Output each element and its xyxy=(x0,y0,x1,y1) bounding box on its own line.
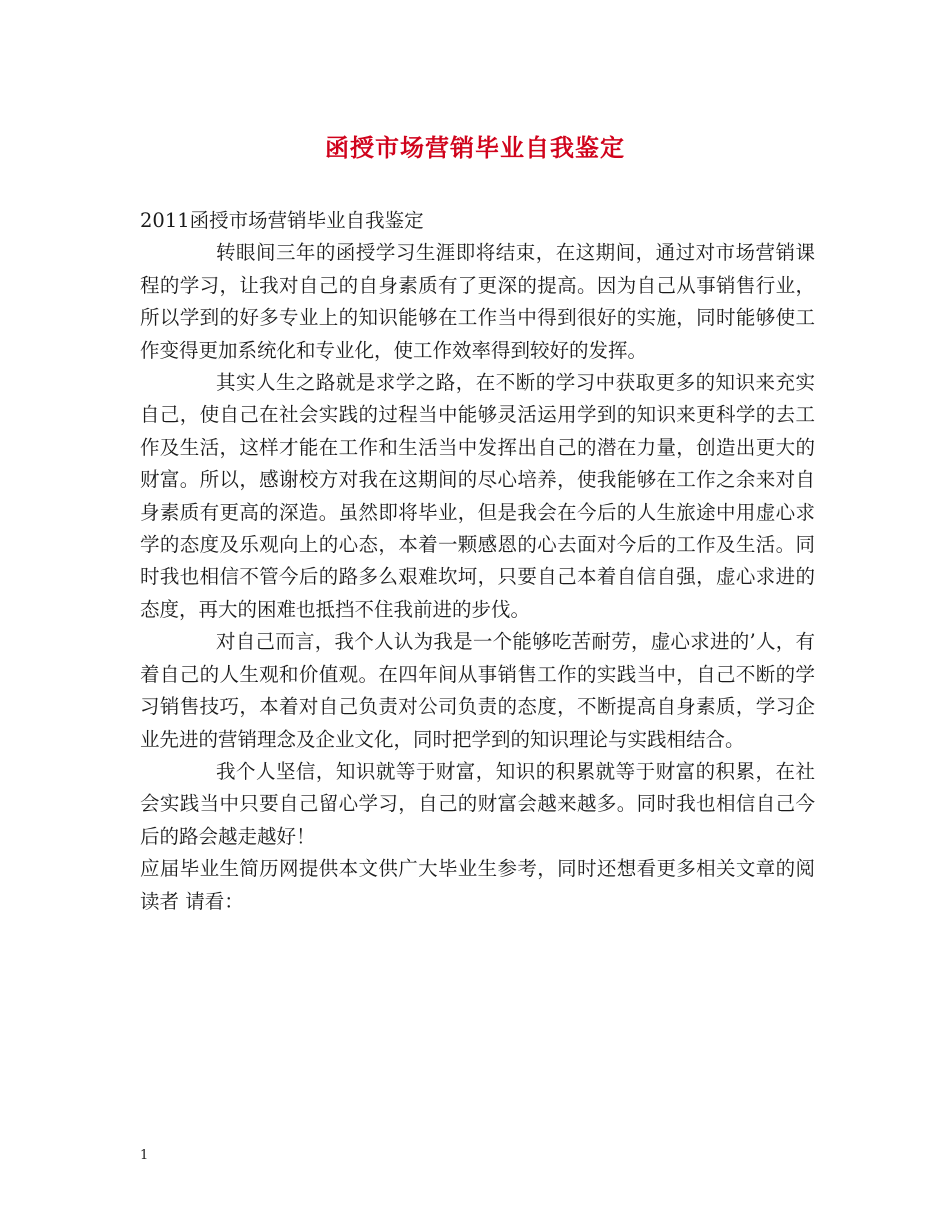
closing-note: 应届毕业生简历网提供本文供广大毕业生参考，同时还想看更多相关文章的阅读者 请看： xyxy=(140,857,815,913)
document-title: 函授市场营销毕业自我鉴定 xyxy=(325,133,625,162)
subtitle-line: 2011函授市场营销毕业自我鉴定 xyxy=(140,209,424,232)
document-body xyxy=(140,205,815,918)
paragraph-4: 我个人坚信，知识就等于财富，知识的积累就等于财富的积累，在社会实践当中只要自己留心学习，自己的财富会越来越多。同时我也相信自己今后的路会越走越好！ xyxy=(140,759,815,848)
page-number: 1 xyxy=(140,1148,149,1163)
paragraph-1: 转眼间三年的函授学习生涯即将结束，在这期间，通过对市场营销课程的学习，让我对自己的自身素质有了更深的提高。因为自己从事销售行业，所以学到的好多专业上的知识能够在工作当中得到很好的实施，同时能够使工作变得更加系统化和专业化，使工作效率得到较好的发挥。 xyxy=(140,241,815,362)
paragraph-3: 对自己而言，我个人认为我是一个能够吃苦耐劳，虚心求进的’人，有着自己的人生观和价值观。在四年间从事销售工作的实践当中，自己不断的学习销售技巧，本着对自己负责对公司负责的态度，不断提高自身素质，学习企业先进的营销理念及企业文化，同时把学到的知识理论与实践相结合。 xyxy=(140,630,815,751)
paragraph-2: 其实人生之路就是求学之路，在不断的学习中获取更多的知识来充实自己，使自己在社会实践的过程当中能够灵活运用学到的知识来更科学的去工作及生活，这样才能在工作和生活当中发挥出自己的潜在力量，创造出更大的财富。所以，感谢校方对我在这期间的尽心培养，使我能够在工作之余来对自身素质有更高的深造。虽然即将毕业，但是我会在今后的人生旅途中用虚心求学的态度及乐观向上的心态，本着一颗感恩的心去面对今后的工作及生活。同时我也相信不管今后的路多么艰难坎坷，只要自己本着自信自强，虚心求进的态度，再大的困难也抵挡不住我前进的步伐。 xyxy=(140,371,815,621)
